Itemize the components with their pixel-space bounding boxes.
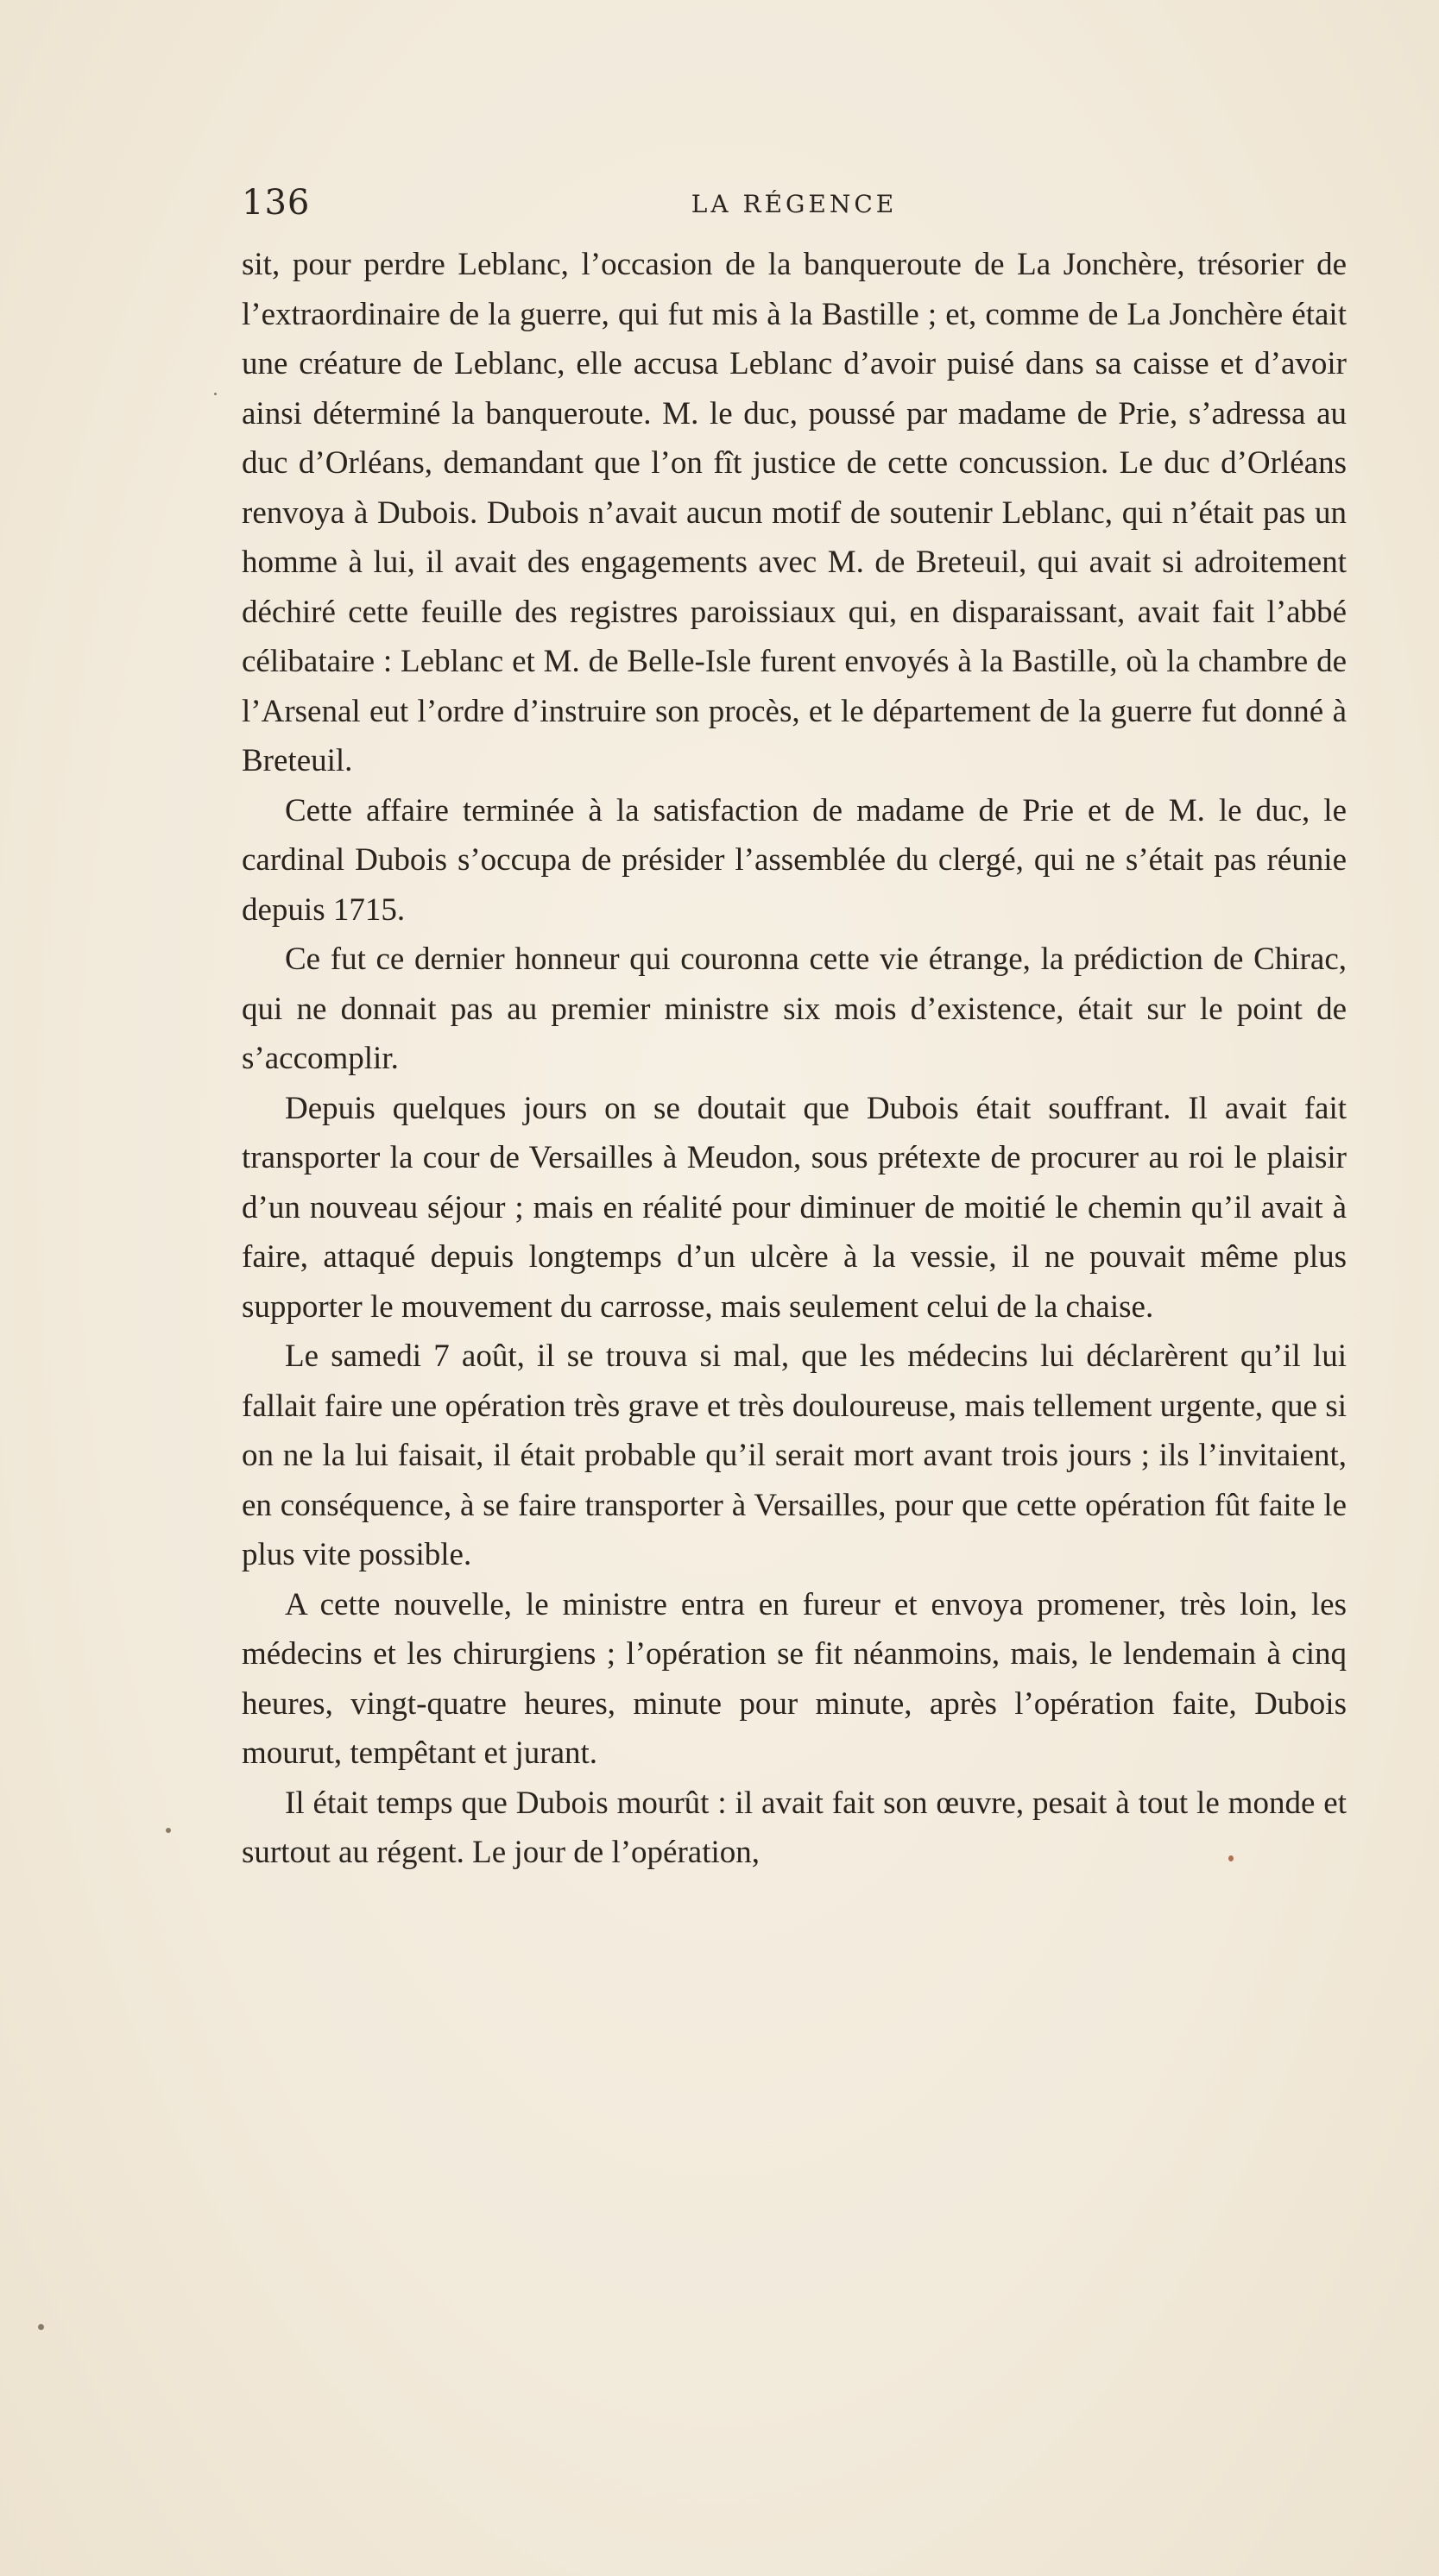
paragraph: Cette affaire terminée à la satisfaction de madame de Prie et de M. le duc, le cardinal Dubois s’occupa de présider l’assemblée du clergé, qui ne s’était pas réunie depuis 1715. <box>242 792 1347 928</box>
page-number: 136 <box>242 183 311 223</box>
paper-speck <box>1228 1855 1234 1861</box>
paper-speck <box>214 393 217 395</box>
paragraph: Depuis quelques jours on se doutait que Dubois était souffrant. Il avait fait transporter la cour de Versailles à Meudon, sous prétexte de procurer au roi le plaisir d’un nouveau séjour ; mais en réalité pour diminuer de moitié le chemin qu’il avait à faire, attaqué depuis longtemps d’un ulcère à la vessie, il ne pouvait même plus supporter le mouvement du carrosse, mais seulement celui de la chaise. <box>242 1090 1347 1325</box>
paper-speck <box>38 2324 44 2330</box>
paragraph: Le samedi 7 août, il se trouva si mal, que les médecins lui déclarèrent qu’il lui fallait faire une opération très grave et très douloureuse, mais tellement urgente, que si on ne la lui faisait, il était probable qu’il serait mort avant trois jours ; ils l’invitaient, en conséquence, à se faire transporter à Versailles, pour que cette opération fût faite le plus vite possible. <box>242 1338 1347 1572</box>
paragraph: A cette nouvelle, le ministre entra en fureur et envoya promener, très loin, les médecins et les chirurgiens ; l’opération se fit néanmoins, mais, le lendemain à cinq heures, vingt-quatre heures, minute pour minute, après l’opération faite, Dubois mourut, tempêtant et jurant. <box>242 1586 1347 1771</box>
paper-speck <box>166 1828 171 1833</box>
page-header <box>242 183 1347 235</box>
body-text <box>242 240 1347 1878</box>
running-title: LA RÉGENCE <box>691 190 898 218</box>
paragraph: sit, pour perdre Leblanc, l’occasion de la banqueroute de La Jonchère, trésorier de l’extraordinaire de la guerre, qui fut mis à la Bastille ; et, comme de La Jonchère était une créature de Leblanc, elle accusa Leblanc d’avoir puisé dans sa caisse et d’avoir ainsi déterminé la banqueroute. M. le duc, poussé par madame de Prie, s’adressa au duc d’Orléans, demandant que l’on fît justice de cette concussion. Le duc d’Orléans renvoya à Dubois. Dubois n’avait aucun motif de soutenir Leblanc, qui n’était pas un homme à lui, il avait des engagements avec M. de Breteuil, qui avait si adroitement déchiré cette feuille des registres paroissiaux qui, en disparaissant, avait fait l’abbé célibataire : Leblanc et M. de Belle-Isle furent envoyés à la Bastille, où la chambre de l’Arsenal eut l’ordre d’instruire son procès, et le département de la guerre fut donné à Breteuil. <box>242 247 1347 778</box>
paragraph: Ce fut ce dernier honneur qui couronna cette vie étrange, la prédiction de Chirac, qui ne donnait pas au premier ministre six mois d’existence, était sur le point de s’accomplir. <box>242 942 1347 1076</box>
paragraph: Il était temps que Dubois mourût : il avait fait son œuvre, pesait à tout le monde et surtout au régent. Le jour de l’opération, <box>242 1785 1347 1870</box>
